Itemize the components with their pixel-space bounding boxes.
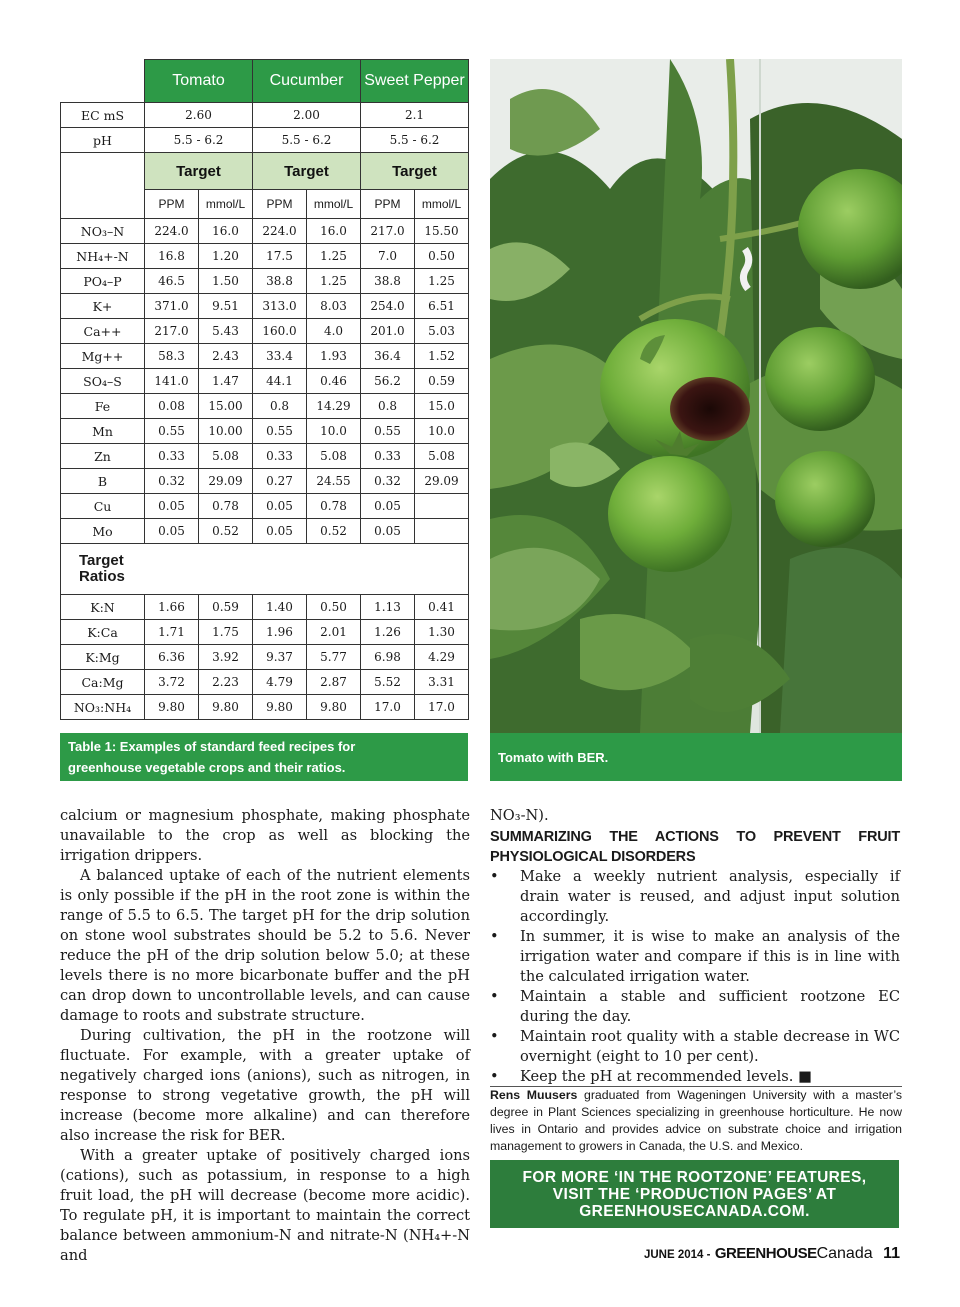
table-cell: 0.78	[307, 494, 361, 519]
row-label: NH₄+-N	[61, 244, 145, 269]
table-cell: 2.1	[361, 103, 469, 128]
row-label: Mo	[61, 519, 145, 544]
table-cell: 9.51	[199, 294, 253, 319]
table-cell: 7.0	[361, 244, 415, 269]
table-cell: 224.0	[145, 219, 199, 244]
table-cell: 0.41	[415, 595, 469, 620]
table-cell: 10.0	[415, 419, 469, 444]
table-cell: 3.31	[415, 670, 469, 695]
table-cell: 0.33	[145, 444, 199, 469]
table-cell: 56.2	[361, 369, 415, 394]
table-cell: 24.55	[307, 469, 361, 494]
table-cell: 1.25	[307, 269, 361, 294]
table-cell: 38.8	[253, 269, 307, 294]
blank-cell	[61, 153, 145, 219]
table-cell: 0.32	[361, 469, 415, 494]
row-label: Zn	[61, 444, 145, 469]
table-row	[61, 645, 469, 670]
table-cell: 0.55	[145, 419, 199, 444]
row-label: pH	[61, 128, 145, 153]
list-item	[490, 1027, 900, 1067]
row-label: Mg++	[61, 344, 145, 369]
table-cell: 14.29	[307, 394, 361, 419]
table-cell: 0.33	[253, 444, 307, 469]
table-cell: 5.43	[199, 319, 253, 344]
table-cell: 1.52	[415, 344, 469, 369]
table-row	[61, 444, 469, 469]
list-item-text: Maintain a stable and sufficient rootzone EC during the day.	[520, 988, 900, 1025]
table-cell: 217.0	[361, 219, 415, 244]
table-row	[61, 469, 469, 494]
table-cell: 0.05	[145, 494, 199, 519]
table-cell: 5.08	[415, 444, 469, 469]
table-cell: 58.3	[145, 344, 199, 369]
table-cell: 1.71	[145, 620, 199, 645]
tomato-ber-photo	[490, 59, 902, 733]
table-cell: 15.00	[199, 394, 253, 419]
table-cell: 15.0	[415, 394, 469, 419]
table-cell: 4.0	[307, 319, 361, 344]
table-cell: 1.25	[307, 244, 361, 269]
table-cell: 44.1	[253, 369, 307, 394]
photo-caption	[490, 733, 902, 781]
table-cell: 9.80	[253, 695, 307, 720]
table-caption-line-1: Table 1: Examples of standard feed recipes for	[68, 739, 356, 754]
table-cell: 2.23	[199, 670, 253, 695]
table-cell: 0.55	[253, 419, 307, 444]
target-header: Target	[253, 153, 361, 190]
table-row	[61, 319, 469, 344]
table-cell: 8.03	[307, 294, 361, 319]
table-cell	[415, 519, 469, 544]
table-cell: 6.98	[361, 645, 415, 670]
magazine-brand-suffix: Canada	[816, 1245, 873, 1262]
table-cell: 5.5 - 6.2	[253, 128, 361, 153]
table-cell	[415, 494, 469, 519]
photo-caption-text: Tomato with BER.	[498, 750, 609, 765]
row-label: Ca:Mg	[61, 670, 145, 695]
table-cell: 9.80	[145, 695, 199, 720]
table-cell: 1.47	[199, 369, 253, 394]
table-cell: 0.52	[199, 519, 253, 544]
promo-link[interactable]: GREENHOUSECANADA.COM.	[579, 1203, 810, 1220]
list-item	[490, 987, 900, 1027]
table-row	[61, 620, 469, 645]
row-label: EC mS	[61, 103, 145, 128]
table-cell: 371.0	[145, 294, 199, 319]
magazine-brand: GREENHOUSE	[714, 1245, 817, 1262]
paragraph: With a greater uptake of positively charged ions (cations), such as potassium, in response to a high fruit load, the pH will decrease (become more acidic). To regulate pH, it is important to maintain the correct balance between ammonium-N and nitrate-N (NH₄+-N and	[60, 1147, 470, 1264]
table-row	[61, 595, 469, 620]
promo-line-2: VISIT THE ‘PRODUCTION PAGES’ AT	[552, 1186, 837, 1203]
table-row	[61, 419, 469, 444]
author-name: Rens Muusers	[490, 1088, 578, 1102]
table-cell: 17.0	[361, 695, 415, 720]
rootzone-promo-banner[interactable]	[490, 1160, 899, 1228]
bullet-icon: •	[490, 868, 499, 885]
table-cell: 6.51	[415, 294, 469, 319]
table-cell: 0.50	[307, 595, 361, 620]
table-cell: 0.33	[361, 444, 415, 469]
row-label: NO₃:NH₄	[61, 695, 145, 720]
table-cell: 313.0	[253, 294, 307, 319]
table-caption	[60, 733, 468, 781]
table-cell: 10.00	[199, 419, 253, 444]
row-label: SO₄–S	[61, 369, 145, 394]
table-row	[61, 519, 469, 544]
table-cell: 17.5	[253, 244, 307, 269]
table-row	[61, 269, 469, 294]
author-bio	[490, 1086, 902, 1155]
table-cell: 0.8	[253, 394, 307, 419]
table-cell: 33.4	[253, 344, 307, 369]
table-cell: 217.0	[145, 319, 199, 344]
unit-header: mmol/L	[307, 190, 361, 219]
table-cell: 141.0	[145, 369, 199, 394]
table-cell: 5.52	[361, 670, 415, 695]
table-cell: 0.05	[361, 494, 415, 519]
table-row	[61, 494, 469, 519]
table-row	[61, 128, 469, 153]
table-row	[61, 219, 469, 244]
table-cell: 1.20	[199, 244, 253, 269]
table-cell: 5.77	[307, 645, 361, 670]
table-cell: 38.8	[361, 269, 415, 294]
table-cell: 29.09	[199, 469, 253, 494]
unit-header: mmol/L	[415, 190, 469, 219]
table-cell: 0.52	[307, 519, 361, 544]
promo-line-1: FOR MORE ‘IN THE ROOTZONE’ FEATURES,	[522, 1169, 867, 1186]
row-label: K:N	[61, 595, 145, 620]
table-cell: 46.5	[145, 269, 199, 294]
tomato-plant-illustration	[490, 59, 902, 733]
list-item-text: Keep the pH at recommended levels.	[520, 1068, 794, 1085]
table-cell: 0.05	[361, 519, 415, 544]
section-heading: SUMMARIZING THE ACTIONS TO PREVENT FRUIT PHYSIOLOGICAL DISORDERS	[490, 829, 900, 865]
table-row	[61, 695, 469, 720]
table-cell: 1.13	[361, 595, 415, 620]
row-label: Mn	[61, 419, 145, 444]
ratios-header-row	[61, 544, 469, 595]
table-cell: 201.0	[361, 319, 415, 344]
unit-header: PPM	[145, 190, 199, 219]
table-cell: 10.0	[307, 419, 361, 444]
table-caption-line-2: greenhouse vegetable crops and their ratios.	[68, 760, 346, 775]
table-cell: 0.08	[145, 394, 199, 419]
table-cell: 16.8	[145, 244, 199, 269]
table-cell: 3.72	[145, 670, 199, 695]
crop-header: Cucumber	[253, 60, 361, 103]
target-header-row	[61, 153, 469, 190]
table-cell: 2.01	[307, 620, 361, 645]
ratios-header	[61, 544, 469, 595]
row-label: B	[61, 469, 145, 494]
table-row	[61, 244, 469, 269]
crop-header: Tomato	[145, 60, 253, 103]
table-cell: 0.59	[415, 369, 469, 394]
bullet-icon: •	[490, 1068, 499, 1085]
table-cell: 29.09	[415, 469, 469, 494]
table-cell: 4.29	[415, 645, 469, 670]
table-cell: 0.05	[145, 519, 199, 544]
table-cell: 16.0	[199, 219, 253, 244]
table-cell: 0.05	[253, 494, 307, 519]
table-cell: 2.87	[307, 670, 361, 695]
table-cell: 160.0	[253, 319, 307, 344]
target-header: Target	[361, 153, 469, 190]
table-cell: 0.78	[199, 494, 253, 519]
table-cell: 1.26	[361, 620, 415, 645]
table-cell: 2.43	[199, 344, 253, 369]
table-cell: 1.66	[145, 595, 199, 620]
list-item	[490, 1067, 900, 1087]
paragraph-continuation: NO₃-N).	[490, 807, 549, 824]
paragraph: calcium or magnesium phosphate, making phosphate unavailable to the crop as well as blocking the irrigation drippers.	[60, 807, 470, 864]
row-label: PO₄–P	[61, 269, 145, 294]
table-cell: 2.00	[253, 103, 361, 128]
bullet-icon: •	[490, 1028, 499, 1045]
list-item	[490, 927, 900, 987]
table-cell: 5.08	[307, 444, 361, 469]
page-footer	[644, 1245, 900, 1263]
ratios-header-line-1: Target	[79, 552, 124, 569]
table-cell: 0.05	[253, 519, 307, 544]
unit-header: PPM	[361, 190, 415, 219]
row-label: K:Ca	[61, 620, 145, 645]
table-cell: 5.5 - 6.2	[145, 128, 253, 153]
bullet-icon: •	[490, 988, 499, 1005]
list-item-text: In summer, it is wise to make an analysis of the irrigation water and compare if this is in line with the calculated irrigation water.	[520, 928, 900, 985]
table-row	[61, 344, 469, 369]
table-cell: 0.27	[253, 469, 307, 494]
table-cell: 0.59	[199, 595, 253, 620]
page-number: 11	[883, 1245, 900, 1262]
table-cell: 16.0	[307, 219, 361, 244]
table-cell: 0.55	[361, 419, 415, 444]
row-label: Cu	[61, 494, 145, 519]
table-cell: 5.03	[415, 319, 469, 344]
unit-header: PPM	[253, 190, 307, 219]
table-cell: 4.79	[253, 670, 307, 695]
table-cell: 3.92	[199, 645, 253, 670]
table-row	[61, 670, 469, 695]
issue-date: JUNE 2014 -	[643, 1249, 711, 1261]
target-header: Target	[145, 153, 253, 190]
table-cell: 9.37	[253, 645, 307, 670]
paragraph: A balanced uptake of each of the nutrient elements is only possible if the pH in the root zone is within the range of 5.5 to 6.5. The target pH for the drip solution on stone wool substrates should be 5.2 to 5.6. Never reduce the pH of the drip solution below 5.0; at these levels there is no more bicarbonate buffer and the pH can drop down to uncontrollable levels, and can cause damage to roots and substrate structure.	[60, 867, 470, 1024]
list-item-text: Maintain root quality with a stable decrease in WC overnight (eight to 10 per cent).	[520, 1028, 900, 1065]
table-row	[61, 294, 469, 319]
table-cell: 9.80	[199, 695, 253, 720]
right-column	[490, 806, 900, 1087]
bullet-icon: •	[490, 928, 499, 945]
row-label: Ca++	[61, 319, 145, 344]
left-column	[60, 806, 470, 1266]
end-mark-icon: ■	[798, 1068, 812, 1085]
table-row	[61, 369, 469, 394]
table-cell: 1.96	[253, 620, 307, 645]
table-cell: 5.5 - 6.2	[361, 128, 469, 153]
list-item-text: Make a weekly nutrient analysis, especially if drain water is reused, and adjust input solution accordingly.	[520, 868, 900, 925]
author-bio-text: graduated from Wageningen University with a master’s degree in Plant Sciences specializing in greenhouse horticulture. He now lives in Ontario and provides advice on substrate choice and irrigation management to growers in Canada, the U.S. and Mexico.	[490, 1088, 903, 1153]
table-cell: 17.0	[415, 695, 469, 720]
table-cell: 1.30	[415, 620, 469, 645]
table-cell: 1.40	[253, 595, 307, 620]
table-cell: 15.50	[415, 219, 469, 244]
table-cell: 1.93	[307, 344, 361, 369]
row-label: K:Mg	[61, 645, 145, 670]
blank-cell	[61, 60, 145, 103]
feed-recipe-table	[60, 59, 469, 720]
table-row	[61, 394, 469, 419]
table-cell: 1.75	[199, 620, 253, 645]
table-cell: 0.46	[307, 369, 361, 394]
row-label: NO₃–N	[61, 219, 145, 244]
table-cell: 0.32	[145, 469, 199, 494]
crop-header: Sweet Pepper	[361, 60, 469, 103]
list-item	[490, 867, 900, 927]
table-cell: 0.8	[361, 394, 415, 419]
action-list	[490, 867, 900, 1087]
table-cell: 6.36	[145, 645, 199, 670]
table-cell: 2.60	[145, 103, 253, 128]
row-label: Fe	[61, 394, 145, 419]
row-label: K+	[61, 294, 145, 319]
table-cell: 9.80	[307, 695, 361, 720]
table-cell: 36.4	[361, 344, 415, 369]
table-cell: 224.0	[253, 219, 307, 244]
table-cell: 1.25	[415, 269, 469, 294]
crop-header-row	[61, 60, 469, 103]
ratios-header-line-2: Ratios	[79, 568, 125, 585]
unit-header: mmol/L	[199, 190, 253, 219]
table-cell: 1.50	[199, 269, 253, 294]
paragraph: During cultivation, the pH in the rootzone will fluctuate. For example, with a greater uptake of negatively charged ions (anions), such as nitrogen, in response to strong vegetative growth, the pH will increase (become more alkaline) and can therefore also increase the risk for BER.	[60, 1027, 470, 1144]
table-cell: 5.08	[199, 444, 253, 469]
table-cell: 254.0	[361, 294, 415, 319]
table-cell: 0.50	[415, 244, 469, 269]
table-row	[61, 103, 469, 128]
